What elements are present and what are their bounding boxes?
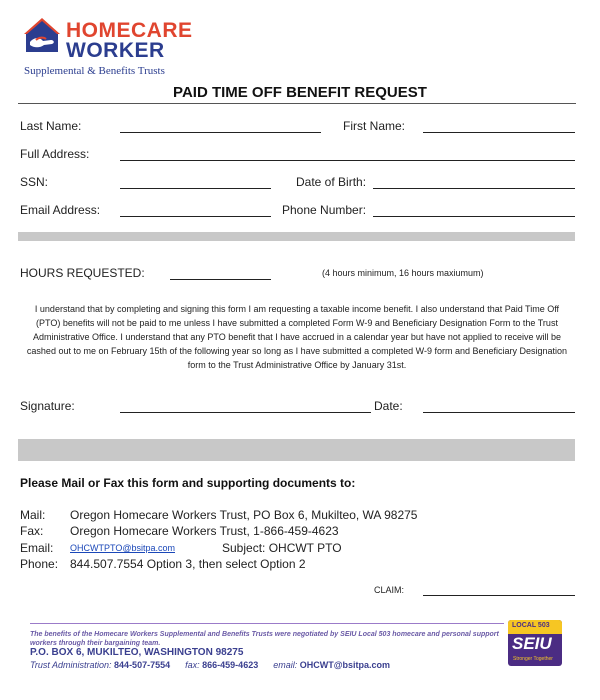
claim-label: CLAIM: xyxy=(374,585,405,595)
date-of-birth-field[interactable] xyxy=(373,188,575,189)
mail-label: Mail: xyxy=(20,508,46,522)
email-address-field[interactable] xyxy=(120,216,271,217)
mail-address: Oregon Homecare Workers Trust, PO Box 6, Mukilteo, WA 98275 xyxy=(70,508,418,522)
fax-label: Fax: xyxy=(20,524,44,538)
footer-admin-label: Trust Administration: xyxy=(30,660,112,670)
footer-fax-value: 866-459-4623 xyxy=(202,660,259,670)
email-subject: Subject: OHCWT PTO xyxy=(222,541,342,555)
date-of-birth-label: Date of Birth: xyxy=(296,175,367,189)
phone-label: Phone: xyxy=(20,557,59,571)
email-link[interactable]: OHCWTPTO@bsitpa.com xyxy=(70,543,175,553)
signature-date-field[interactable] xyxy=(423,412,575,413)
footer-email-label: email: xyxy=(273,660,298,670)
mail-fax-heading: Please Mail or Fax this form and supporting documents to: xyxy=(20,476,356,490)
logo-wordmark-homecare: HOMECARE xyxy=(66,19,193,42)
signature-field[interactable] xyxy=(120,412,371,413)
logo-wordmark-worker: WORKER xyxy=(66,39,165,62)
seiu-local-label: LOCAL 503 xyxy=(512,622,550,629)
signature-date-label: Date: xyxy=(374,399,403,413)
homecare-logo-icon xyxy=(22,18,62,54)
section-divider-band xyxy=(18,232,575,241)
fax-number: Oregon Homecare Workers Trust, 1-866-459-4623 xyxy=(70,524,339,538)
footer-contacts xyxy=(30,660,390,670)
hours-requested-note: (4 hours minimum, 16 hours maxiumum) xyxy=(322,268,484,278)
seiu-logo xyxy=(508,620,562,666)
section-divider-band xyxy=(18,439,575,461)
phone-number-field[interactable] xyxy=(373,216,575,217)
seiu-tagline: Stronger Together xyxy=(513,656,553,662)
last-name-label: Last Name: xyxy=(20,119,82,133)
phone-value: 844.507.7554 Option 3, then select Option 2 xyxy=(70,557,306,571)
email-label: Email: xyxy=(20,541,54,555)
footer-admin-phone: 844-507-7554 xyxy=(114,660,171,670)
ssn-label: SSN: xyxy=(20,175,49,189)
phone-number-label: Phone Number: xyxy=(282,203,367,217)
hours-requested-label: HOURS REQUESTED: xyxy=(20,266,145,280)
acknowledgement-statement: I understand that by completing and signing this form I am requesting a taxable income benefit. I also understand that Paid Time Off (PTO) benefits will not be paid to me unless I have submitted a completed Form W-9 and Beneficiary Designation Form to the Trust Administrative Office. I understand that any PTO benefit that I have accrued in a calendar year but have not applied to receive will be cashed out to me on February 15th of the following year so long as I have submitted a completed W-9 form and Beneficiary Designation form to the Trust Administrative Office by January 31st. xyxy=(26,304,568,370)
footer-divider xyxy=(30,623,504,624)
ssn-field[interactable] xyxy=(120,188,271,189)
footer-negotiated-note: The benefits of the Homecare Workers Supplemental and Benefits Trusts were negotiated by SEIU Local 503 homecare and personal support workers through their bargaining team. xyxy=(30,631,499,647)
footer-email-value: OHCWT@bsitpa.com xyxy=(299,660,391,670)
seiu-wordmark: SEIU xyxy=(512,634,552,653)
form-title: PAID TIME OFF BENEFIT REQUEST xyxy=(173,84,427,101)
full-address-field[interactable] xyxy=(120,160,575,161)
first-name-label: First Name: xyxy=(343,119,406,133)
footer-address: P.O. BOX 6, MUKILTEO, WASHINGTON 98275 xyxy=(30,647,244,658)
first-name-field[interactable] xyxy=(423,132,575,133)
email-address-label: Email Address: xyxy=(20,203,101,217)
claim-field[interactable] xyxy=(423,595,575,596)
title-divider xyxy=(18,103,576,104)
signature-label: Signature: xyxy=(20,399,75,413)
footer-fax-label: fax: xyxy=(185,660,200,670)
full-address-label: Full Address: xyxy=(20,147,90,161)
hours-requested-field[interactable] xyxy=(170,279,271,280)
logo-subtitle: Supplemental & Benefits Trusts xyxy=(24,65,165,77)
last-name-field[interactable] xyxy=(120,132,321,133)
